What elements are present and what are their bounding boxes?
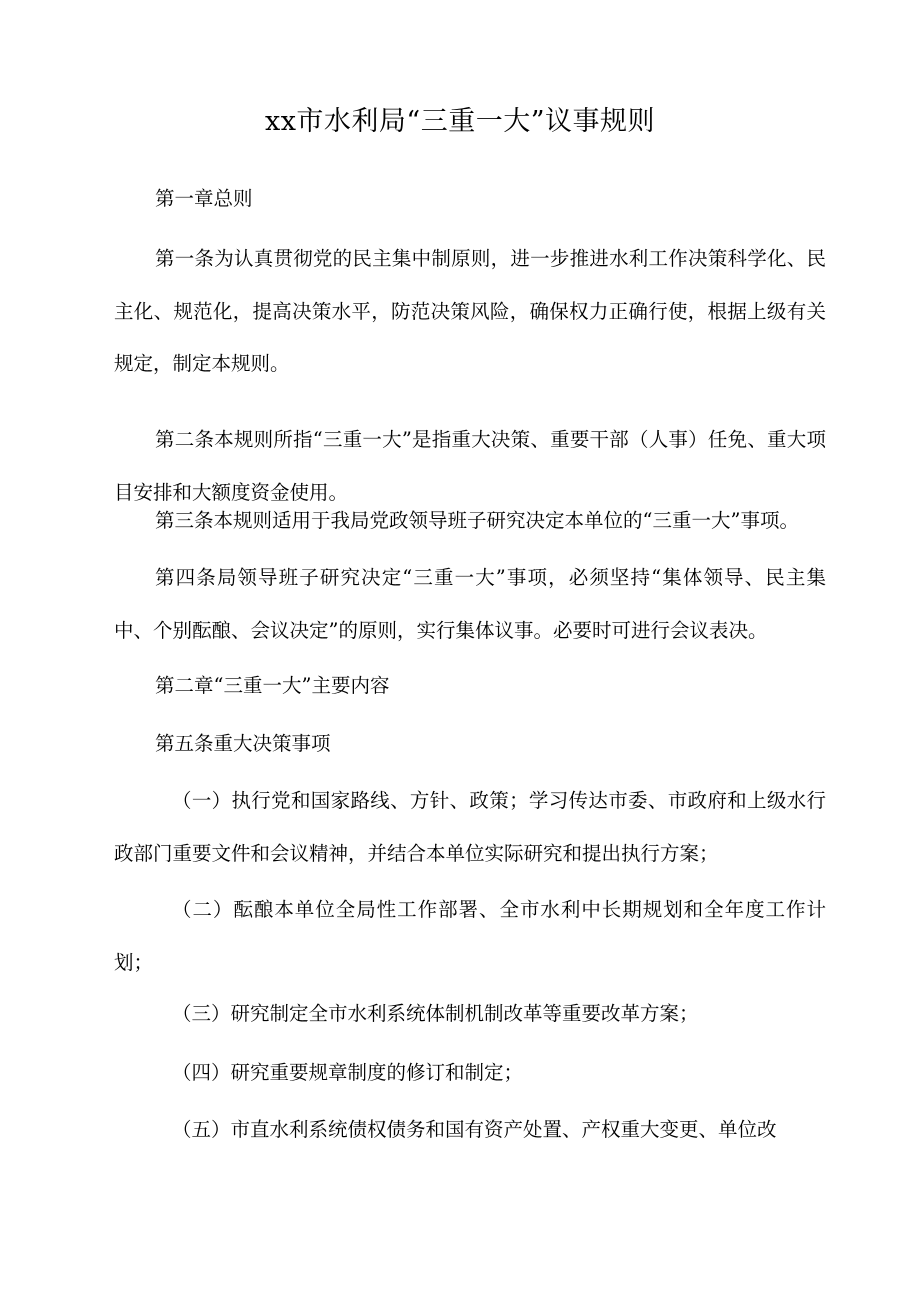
list-item-5: （五）市直水利系统债权债务和国有资产处置、产权重大变更、单位改 xyxy=(172,1118,777,1141)
list-item-4: （四）研究重要规章制度的修订和制定； xyxy=(172,1061,524,1084)
document-title: xx市水利局“三重一大”议事规则 xyxy=(264,106,656,137)
list-item-1: （一）执行党和国家路线、方针、政策；学习传达市委、市政府和上级水行政部门重要文件和会议精神，并结合本单位实际研究和提出执行方案； xyxy=(114,789,826,865)
chapter-heading-2: 第二章“三重一大”主要内容 xyxy=(155,674,390,697)
article-4: 第四条局领导班子研究决定“三重一大”事项，必须坚持“集体领导、民主集中、个别酝酿、会议决定”的原则，实行集体议事。必要时可进行会议表决。 xyxy=(114,566,826,642)
article-1: 第一条为认真贯彻党的民主集中制原则，进一步推进水利工作决策科学化、民主化、规范化，提高决策水平，防范决策风险，确保权力正确行使，根据上级有关规定，制定本规则。 xyxy=(114,247,826,375)
list-item-2: （二）酝酿本单位全局性工作部署、全市水利中长期规划和全年度工作计划； xyxy=(114,898,826,974)
article-5: 第五条重大决策事项 xyxy=(155,732,331,755)
article-3: 第三条本规则适用于我局党政领导班子研究决定本单位的“三重一大”事项。 xyxy=(155,509,799,532)
article-2: 第二条本规则所指“三重一大”是指重大决策、重要干部（人事）任免、重大项目安排和大额度资金使用。 xyxy=(114,428,826,504)
list-item-3: （三）研究制定全市水利系统体制机制改革等重要改革方案； xyxy=(172,1002,699,1025)
chapter-heading-1: 第一章总则 xyxy=(155,187,253,210)
